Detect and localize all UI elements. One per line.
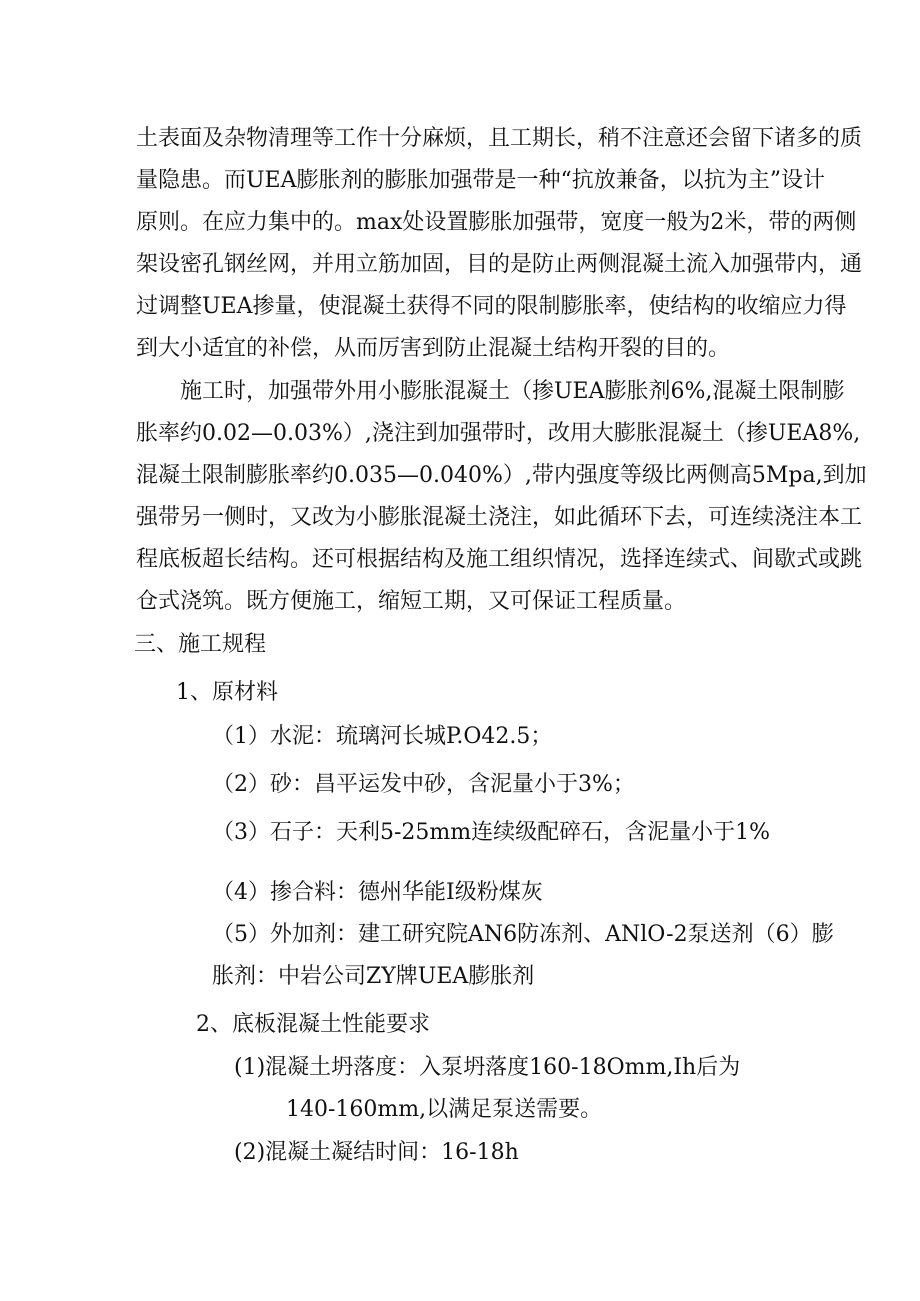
paragraph-2-line-6: 仓式浇筑。既方便施工，缩短工期，又可保证工程质量。 bbox=[136, 589, 687, 614]
material-item-expansion-agent: 胀剂：中岩公司ZY牌UEA膨胀剂 bbox=[212, 964, 535, 989]
paragraph-1-line-4: 架设密孔钢丝网，并用立筋加固，目的是防止两侧混凝土流入加强带内，通 bbox=[136, 252, 863, 277]
paragraph-2-line-1: 施工时，加强带外用小膨胀混凝土（掺UEA膨胀剂6%,混凝土限制膨 bbox=[180, 379, 845, 404]
paragraph-1-line-6: 到大小适宜的补偿，从而厉害到防止混凝土结构开裂的目的。 bbox=[136, 336, 731, 361]
material-item-sand: （2）砂：昌平运发中砂，含泥量小于3%； bbox=[212, 772, 635, 797]
paragraph-2-line-2: 胀率约0.02—0.03%）,浇注到加强带时，改用大膨胀混凝土（掺UEA8%, bbox=[136, 421, 861, 446]
material-item-additive: （5）外加剂：建工研究院AN6防冻剂、ANlO-2泵送剂（6）膨 bbox=[212, 922, 834, 947]
paragraph-1-line-3: 原则。在应力集中的。max处设置膨胀加强带，宽度一般为2米，带的两侧 bbox=[136, 210, 857, 235]
material-item-admixture: （4）掺合料：德州华能I级粉煤灰 bbox=[212, 880, 543, 905]
paragraph-2-line-4: 强带另一侧时，又改为小膨胀混凝土浇注，如此循环下去，可连续浇注本工 bbox=[136, 505, 863, 530]
material-item-cement: （1）水泥：琉璃河长城P.O42.5； bbox=[212, 724, 553, 749]
requirement-slump: (1)混凝土坍落度：入泵坍落度160-18Omm,Ih后为 bbox=[234, 1055, 741, 1080]
section-heading: 三、施工规程 bbox=[134, 632, 267, 657]
requirement-setting-time: (2)混凝土凝结时间：16-18h bbox=[234, 1140, 519, 1165]
requirement-slump-continued: 140-160mm,以满足泵送需要。 bbox=[286, 1097, 603, 1122]
paragraph-1-line-1: 土表面及杂物清理等工作十分麻烦，且工期长，稍不注意还会留下诸多的质 bbox=[136, 126, 863, 151]
subsection-1-heading: 1、原材料 bbox=[176, 680, 278, 705]
paragraph-1-line-5: 过调整UEA掺量，使混凝土获得不同的限制膨胀率，使结构的收缩应力得 bbox=[136, 294, 847, 319]
paragraph-1-line-2: 量隐患。而UEA膨胀剂的膨胀加强带是一种“抗放兼备，以抗为主”设计 bbox=[136, 168, 825, 193]
paragraph-2-line-5: 程底板超长结构。还可根据结构及施工组织情况，选择连续式、间歇式或跳 bbox=[136, 547, 863, 572]
paragraph-2-line-3: 混凝土限制膨胀率约0.035—0.040%）,带内强度等级比两侧高5Mpa,到加 bbox=[136, 463, 867, 488]
material-item-gravel: （3）石子：天利5-25mm连续级配碎石，含泥量小于1% bbox=[212, 820, 771, 845]
subsection-2-heading: 2、底板混凝土性能要求 bbox=[196, 1012, 430, 1037]
